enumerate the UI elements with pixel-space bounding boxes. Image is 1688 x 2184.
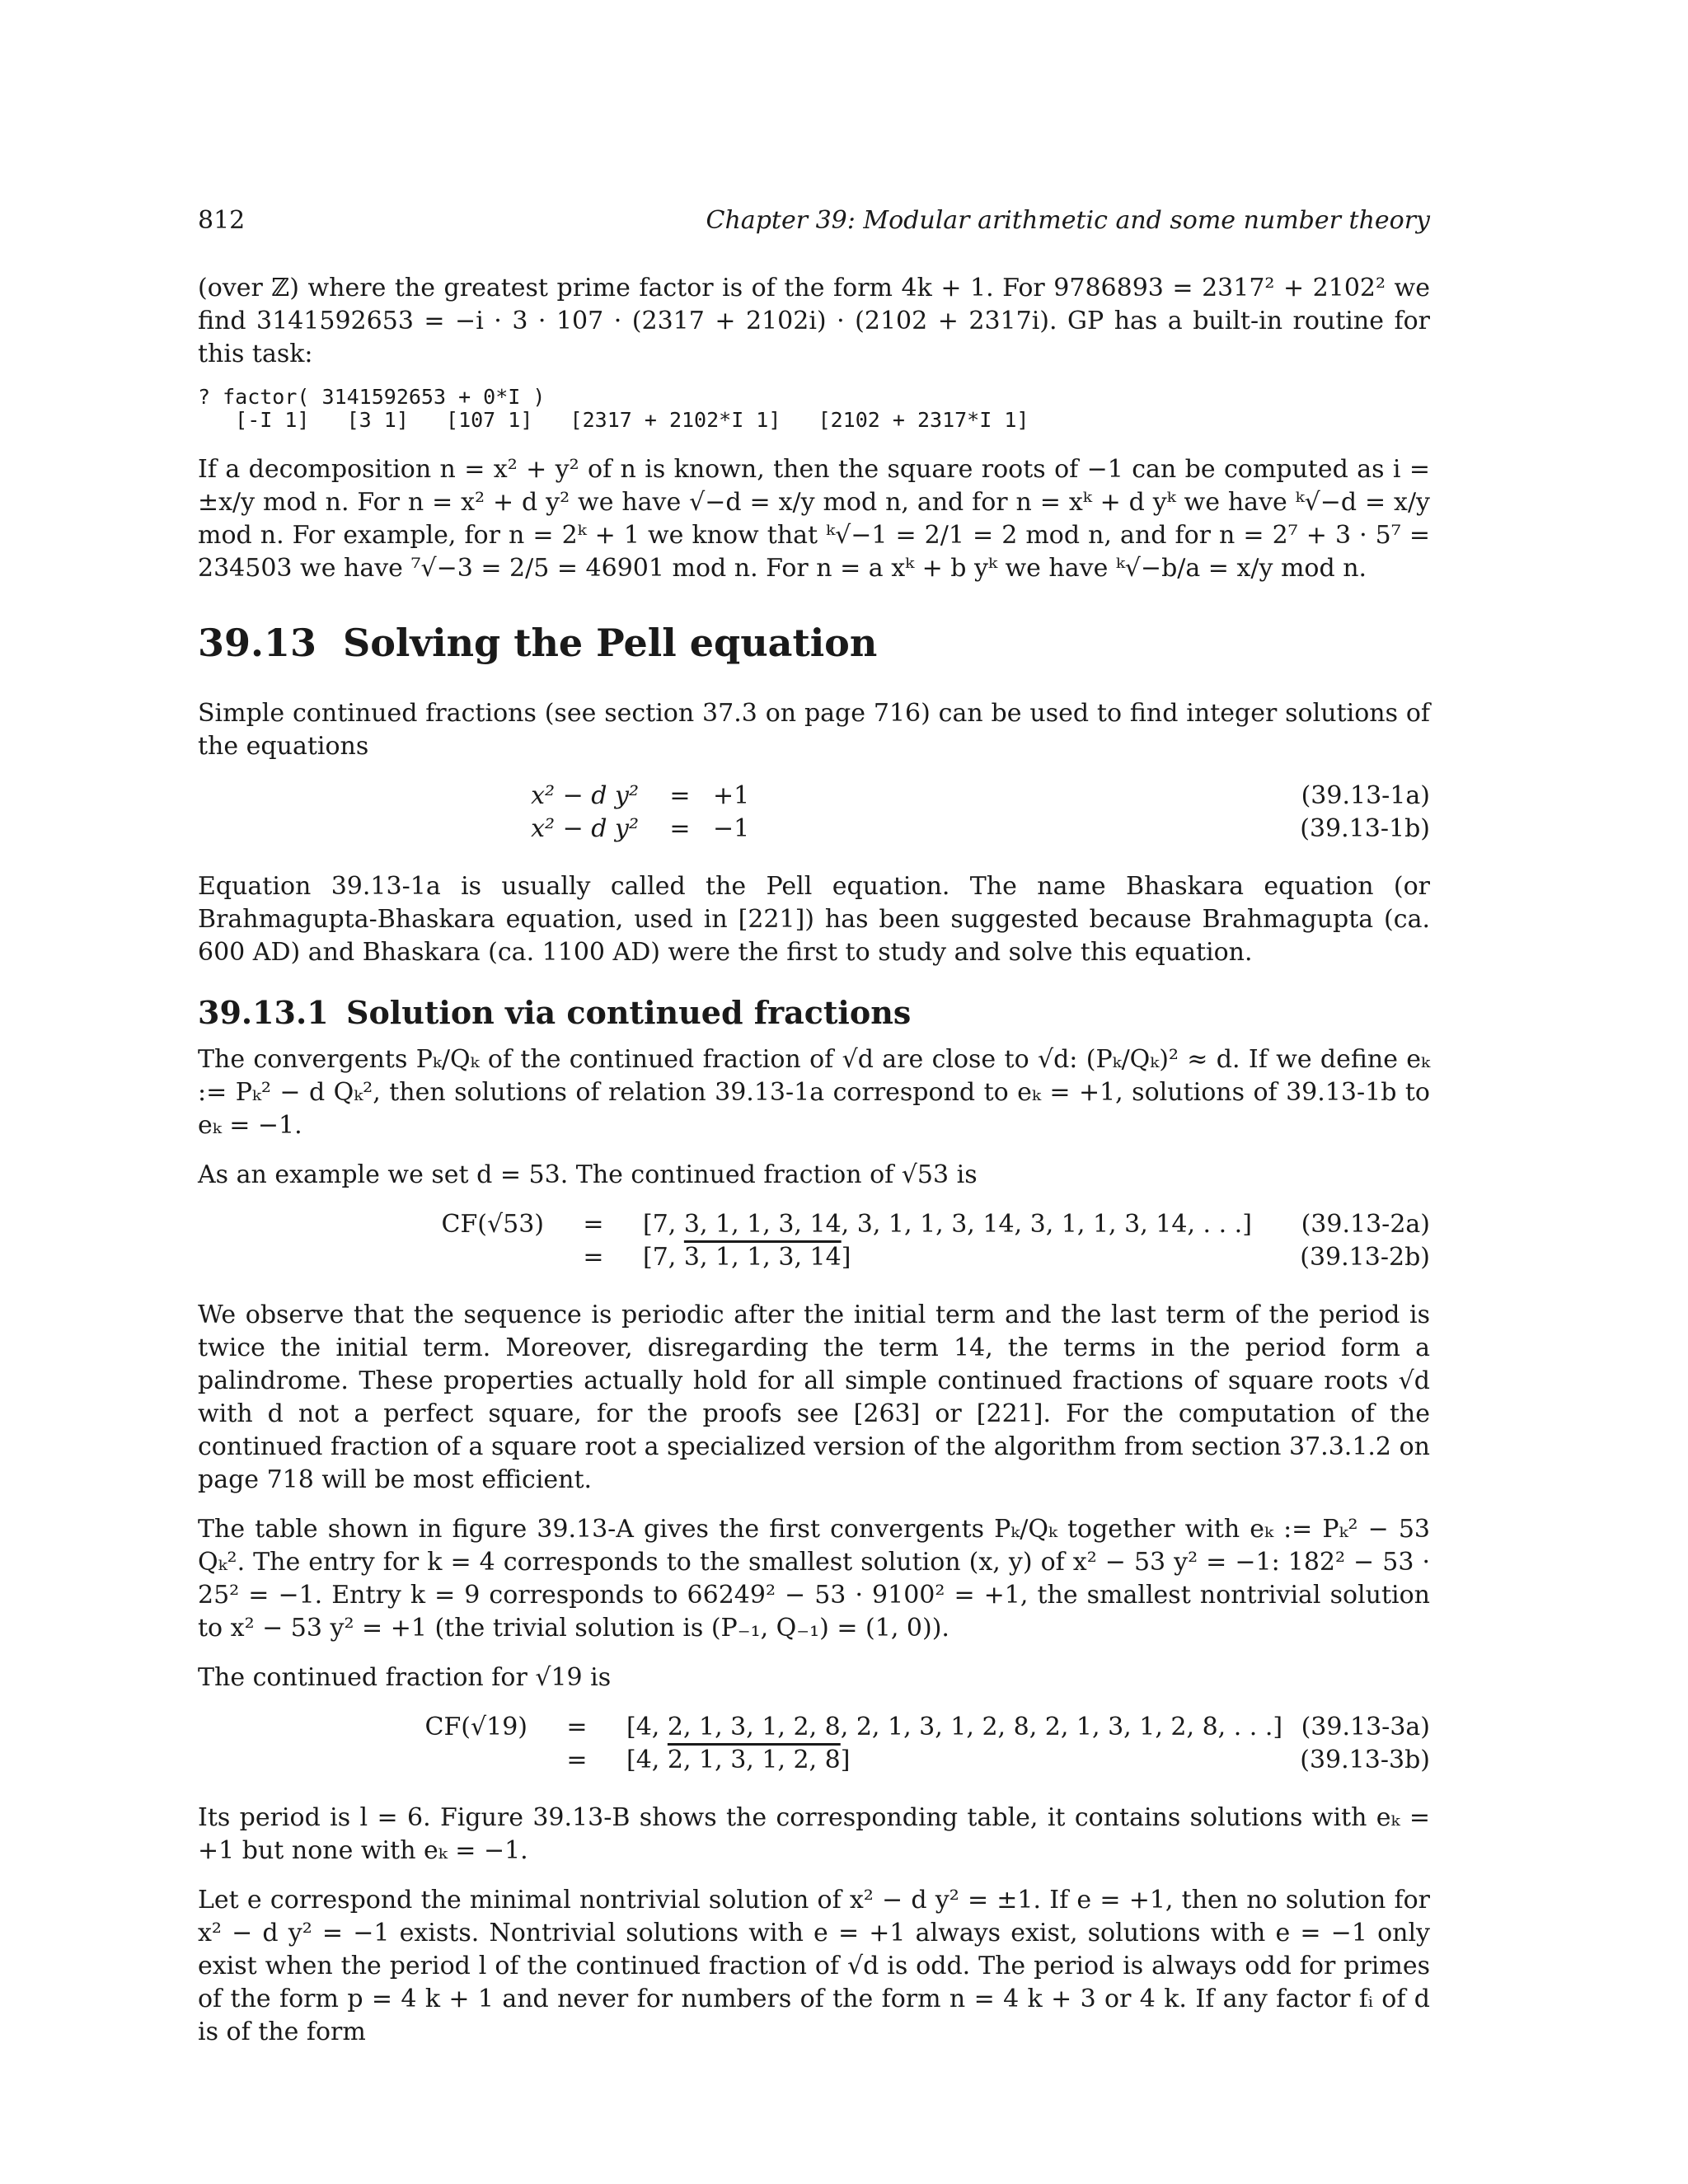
subsection-paragraph-2: As an example we set d = 53. The continued fraction of √53 is [198, 1160, 978, 1189]
page [198, 204, 1430, 2049]
equation-39-13-1b [198, 813, 1430, 846]
equation-lhs: CF(√53) [441, 1210, 544, 1239]
equation-tag: (39.13-2b) [1300, 1243, 1430, 1272]
subsection-paragraph-4: The table shown in figure 39.13-A gives the first convergents Pₖ/Qₖ together with eₖ := Pₖ² − 53 Qₖ². The entry for k = 4 corresponds to the smallest solution (x, y) of x² − 53 y² = −1: 182² − 53 · 25² = −1. Entry k = 9 corresponds to 66249² − 53 · 9100² = +1, the smallest nontrivial solution to x² − 53 y² = +1 (the trivial solution is (P₋₁, Q₋₁) = (1, 0)). [198, 1515, 1430, 1643]
cf-head: [4, [626, 1746, 668, 1774]
cf-tail: ] [841, 1243, 851, 1272]
equation-relation: = [583, 1210, 604, 1239]
section-heading [198, 620, 1430, 666]
page-number: 812 [198, 206, 246, 235]
chapter-title: Chapter 39: Modular arithmetic and some number theory [706, 206, 1430, 235]
cf19-equations [198, 1711, 1430, 1777]
equation-39-13-3b [198, 1744, 1430, 1777]
intro-paragraph-1: (over ℤ) where the greatest prime factor is of the form 4k + 1. For 9786893 = 2317² + 2102² we find 3141592653 = −i · 3 · 107 · (2317 + 2102i) · (2102 + 2317i). GP has a built-in routine for this task: [198, 274, 1430, 368]
subsection-number: 39.13.1 [198, 994, 329, 1031]
equation-39-13-2b [198, 1241, 1430, 1274]
cf-tail: ] [840, 1746, 851, 1774]
equation-rhs: +1 [713, 781, 750, 810]
equation-relation: = [669, 814, 691, 843]
equation-39-13-3a [198, 1711, 1430, 1744]
equation-rhs: [7, 3, 1, 1, 3, 14, 3, 1, 1, 3, 14, 3, 1, 1, 3, 14, . . .] [643, 1210, 1252, 1239]
cf-period: 3, 1, 1, 3, 14 [683, 1243, 842, 1272]
subsection-paragraph-5: The continued fraction for √19 is [198, 1663, 612, 1692]
equation-rhs: −1 [713, 814, 750, 843]
subsection-paragraph-1: The convergents Pₖ/Qₖ of the continued fraction of √d are close to √d: (Pₖ/Qₖ)² ≈ d. If we define eₖ := Pₖ² − d Qₖ², then solutions of relation 39.13-1a correspond to eₖ = +1, solutions of 39.13-1b to eₖ = −1. [198, 1045, 1430, 1140]
equation-relation: = [566, 1713, 588, 1741]
equation-tag: (39.13-2a) [1301, 1210, 1430, 1239]
subsection-heading [198, 994, 1430, 1032]
section-number: 39.13 [198, 621, 317, 665]
equation-lhs: x² − d y² [531, 814, 639, 843]
equation-rhs [626, 1744, 850, 1777]
equation-lhs: x² − d y² [531, 781, 639, 810]
equation-tag: (39.13-1b) [1300, 814, 1430, 843]
subsection-paragraph-6: Its period is l = 6. Figure 39.13-B shows the corresponding table, it contains solutions with eₖ = +1 but none with eₖ = −1. [198, 1803, 1430, 1865]
equation-tag: (39.13-3b) [1300, 1746, 1430, 1774]
equation-relation: = [669, 781, 691, 810]
section-paragraph-2: Equation 39.13-1a is usually called the Pell equation. The name Bhaskara equation (or Brahmagupta-Bhaskara equation, used in [221]) has been suggested because Brahmagupta (ca. 600 AD) and Bhaskara (ca. 1100 AD) were the first to study and solve this equation. [198, 872, 1430, 967]
section-paragraph-1: Simple continued fractions (see section 37.3 on page 716) can be used to find integer solutions of the equations [198, 699, 1430, 761]
subsection-title: Solution via continued fractions [346, 994, 912, 1031]
equation-tag: (39.13-3a) [1301, 1713, 1430, 1741]
cf-period: 2, 1, 3, 1, 2, 8 [667, 1746, 841, 1774]
equation-tag: (39.13-1a) [1301, 781, 1430, 810]
equation-lhs: CF(√19) [424, 1713, 528, 1741]
cf-head: [7, [643, 1243, 684, 1272]
subsection-paragraph-3: We observe that the sequence is periodic after the initial term and the last term of the period is twice the initial term. Moreover, disregarding the term 14, the terms in the period form a palindrome. These properties actually hold for all simple continued fractions of square roots √d with d not a perfect square, for the proofs see [263] or [221]. For the computation of the continued fraction of a square root a specialized version of the algorithm from section 37.3.1.2 on page 718 will be most efficient. [198, 1301, 1430, 1494]
equation-39-13-1a [198, 780, 1430, 813]
equation-rhs: [4, 2, 1, 3, 1, 2, 8, 2, 1, 3, 1, 2, 8, 2, 1, 3, 1, 2, 8, . . .] [626, 1713, 1283, 1741]
gp-code-line-1: ? factor( 3141592653 + 0*I ) [198, 385, 546, 409]
equation-relation: = [583, 1243, 604, 1272]
equation-rhs [643, 1241, 851, 1274]
gp-code-line-2: [-I 1] [3 1] [107 1] [2317 + 2102*I 1] [2102 + 2317*I 1] [198, 408, 1029, 432]
running-header [198, 204, 1430, 237]
subsection-paragraph-7: Let e correspond the minimal nontrivial solution of x² − d y² = ±1. If e = +1, then no solution for x² − d y² = −1 exists. Nontrivial solutions with e = +1 always exist, solutions with e = −1 only exist when the period l of the continued fraction of √d is odd. The period is always odd for primes of the form p = 4 k + 1 and never for numbers of the form n = 4 k + 3 or 4 k. If any factor fᵢ of d is of the form [198, 1886, 1430, 2046]
intro-paragraph-2: If a decomposition n = x² + y² of n is known, then the square roots of −1 can be computed as i = ±x/y mod n. For n = x² + d y² we have √−d = x/y mod n, and for n = xᵏ + d yᵏ we have ᵏ√−d = x/y mod n. For example, for n = 2ᵏ + 1 we know that ᵏ√−1 = 2/1 = 2 mod n, and for n = 2⁷ + 3 · 5⁷ = 234503 we have ⁷√−3 = 2/5 = 46901 mod n. For n = a xᵏ + b yᵏ we have ᵏ√−b/a = x/y mod n. [198, 455, 1430, 583]
section-title: Solving the Pell equation [343, 621, 878, 665]
pell-equations [198, 780, 1430, 846]
cf53-equations [198, 1208, 1430, 1274]
equation-39-13-2a [198, 1208, 1430, 1241]
equation-relation: = [566, 1746, 588, 1774]
